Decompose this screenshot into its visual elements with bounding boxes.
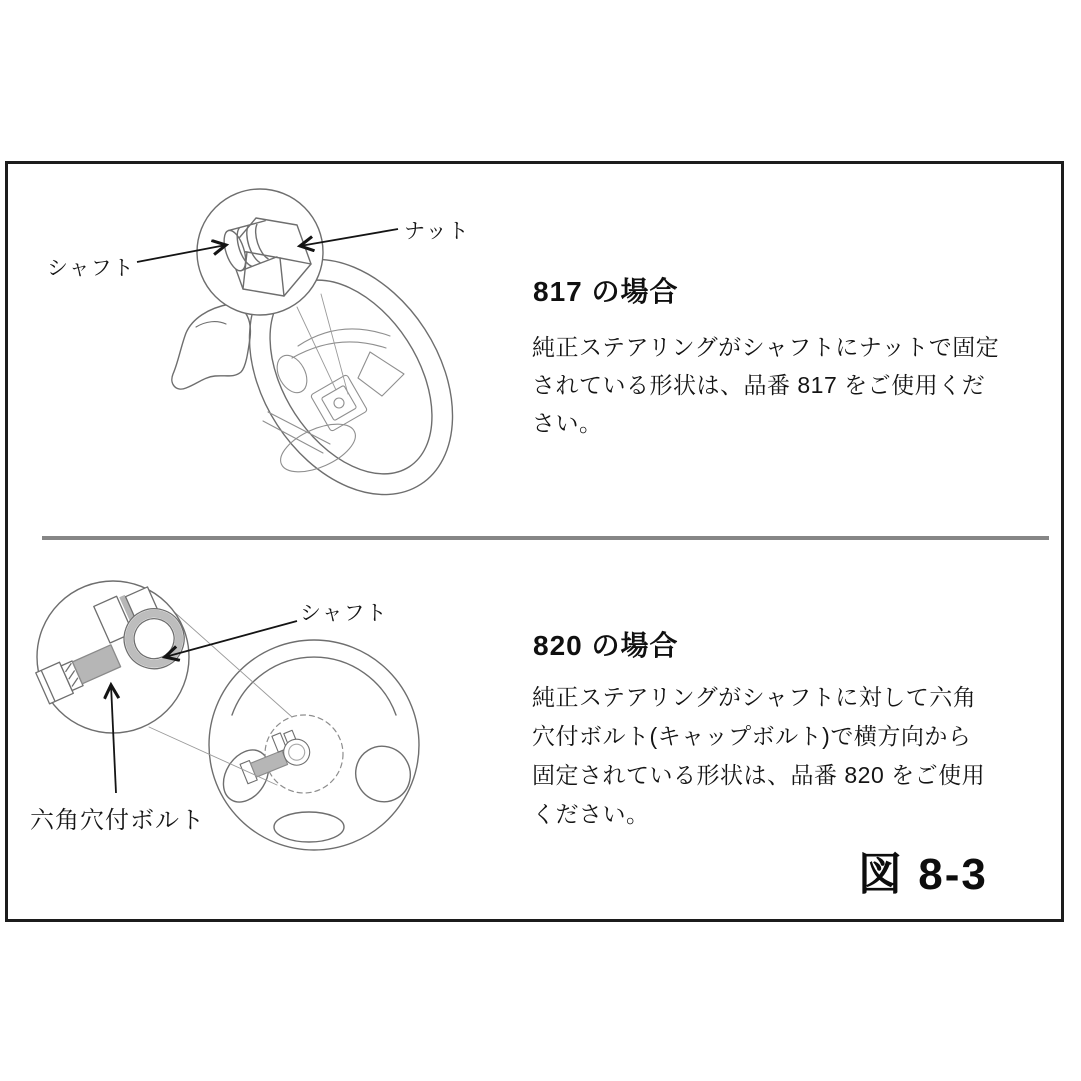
wheel-hub-details [263,329,404,482]
body-line: 固定されている形状は、品番 820 をご使用 [532,762,986,788]
steering-wheel-nut-diagram [0,150,540,540]
body-line: 純正ステアリングがシャフトに対して六角 [532,684,977,710]
figure-caption: 図 8-3 [858,850,988,899]
section-817-heading: 817 の場合 [533,276,679,307]
body-line: さい。 [532,410,603,436]
section-820-body [532,678,985,834]
label-nut: ナット [404,220,470,243]
callout-leader-lines [297,294,348,394]
label-shaft-bottom: シャフト [300,602,388,625]
label-hex-socket-bolt: 六角穴付ボルト [30,807,205,834]
section-820-heading: 820 の場合 [533,630,679,661]
body-line: 穴付ボルト(キャップボルト)で横方向から [532,723,972,749]
hub-bolt-small [235,725,314,786]
label-shaft-top: シャフト [47,257,135,280]
body-line: 純正ステアリングがシャフトにナットで固定 [532,334,1000,360]
column-cover-piece [172,304,251,389]
detail-callout-circle [197,189,323,315]
body-line: されている形状は、品番 817 をご使用くだ [532,372,986,398]
section-817-body [532,328,999,442]
body-line: ください。 [532,801,650,827]
